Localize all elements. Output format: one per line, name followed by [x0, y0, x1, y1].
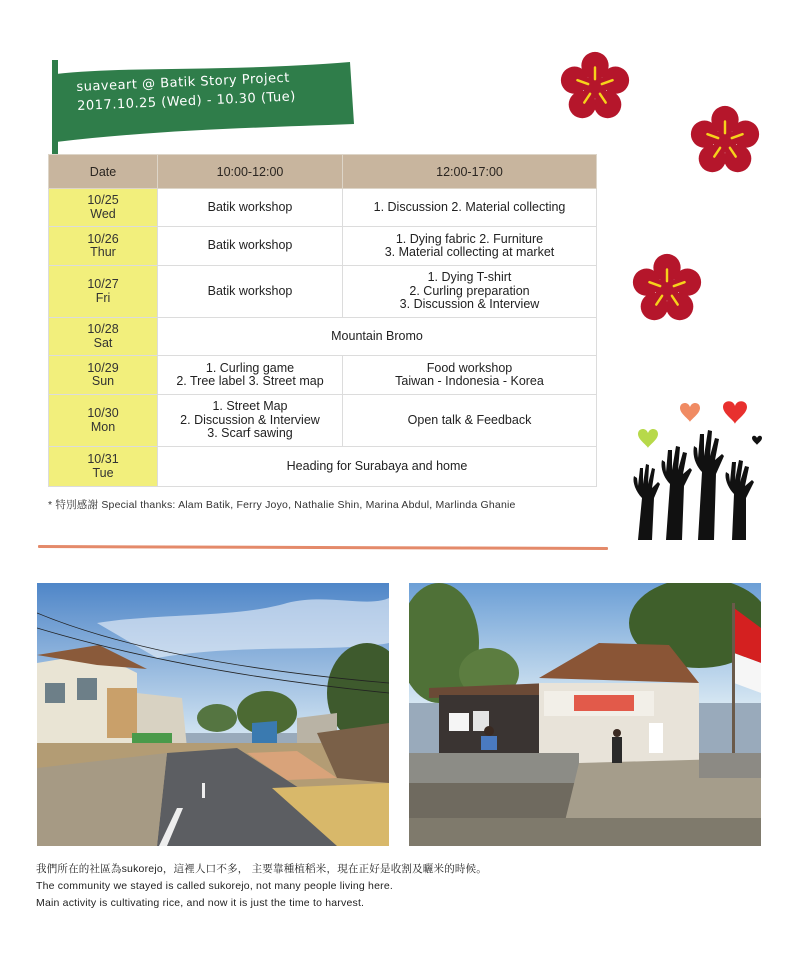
divider-line [38, 545, 608, 550]
table-row [49, 318, 597, 356]
heart-icon [638, 429, 658, 448]
morning-cell: Batik workshop [158, 189, 343, 227]
date-cell: 10/31 Tue [49, 447, 158, 487]
banner-title: suaveart @ Batik Story Project [76, 70, 291, 95]
morning-cell: Batik workshop [158, 266, 343, 318]
caption-line-en-2: Main activity is cultivating rice, and now it is just the time to harvest. [36, 897, 365, 909]
date-cell: 10/29 Sun [49, 356, 158, 395]
morning-cell: Batik workshop [158, 227, 343, 266]
table-row [49, 227, 597, 266]
afternoon-cell: 1. Discussion 2. Material collecting [343, 189, 597, 227]
caption [36, 861, 487, 912]
flower-icon [628, 250, 706, 328]
hands-icon [628, 398, 768, 540]
table-row [49, 189, 597, 227]
date-cell: 10/26 Thur [49, 227, 158, 266]
header-afternoon: 12:00-17:00 [343, 155, 597, 189]
table-row [49, 266, 597, 318]
full-day-cell: Mountain Bromo [158, 318, 597, 356]
heart-icon [680, 403, 700, 422]
street-photo [37, 583, 389, 846]
header-morning: 10:00-12:00 [158, 155, 343, 189]
table-header-row [49, 155, 597, 189]
morning-cell: 1. Street Map 2. Discussion & Interview 3. Scarf sawing [158, 395, 343, 447]
afternoon-cell: 1. Dying fabric 2. Furniture 3. Material collecting at market [343, 227, 597, 266]
schedule-table [48, 154, 597, 487]
flower-icon [556, 48, 634, 126]
table-row [49, 356, 597, 395]
afternoon-cell: Food workshop Taiwan - Indonesia - Korea [343, 356, 597, 395]
date-cell: 10/27 Fri [49, 266, 158, 318]
special-thanks: * 特別感謝 Special thanks: Alam Batik, Ferry Joyo, Nathalie Shin, Marina Abdul, Marlinda Ghanie [48, 499, 516, 511]
afternoon-cell: 1. Dying T-shirt 2. Curling preparation 3. Discussion & Interview [343, 266, 597, 318]
full-day-cell: Heading for Surabaya and home [158, 447, 597, 487]
shop-photo [409, 583, 761, 846]
morning-cell: 1. Curling game 2. Tree label 3. Street map [158, 356, 343, 395]
date-cell: 10/30 Mon [49, 395, 158, 447]
header-date: Date [49, 155, 158, 189]
caption-line-en-1: The community we stayed is called sukorejo, not many people living here. [36, 880, 393, 892]
date-cell: 10/25 Wed [49, 189, 158, 227]
table-row [49, 447, 597, 487]
afternoon-cell: Open talk & Feedback [343, 395, 597, 447]
heart-icon [723, 401, 747, 424]
table-row [49, 395, 597, 447]
banner-dates: 2017.10.25 (Wed) - 10.30 (Tue) [76, 89, 297, 114]
date-cell: 10/28 Sat [49, 318, 158, 356]
flower-icon [686, 102, 764, 180]
caption-line-zh: 我們所在的社區為sukorejo，這裡人口不多， 主要靠種植稻米，現在正好是收割及曬米的時候。 [36, 863, 488, 875]
heart-icon [752, 436, 762, 445]
